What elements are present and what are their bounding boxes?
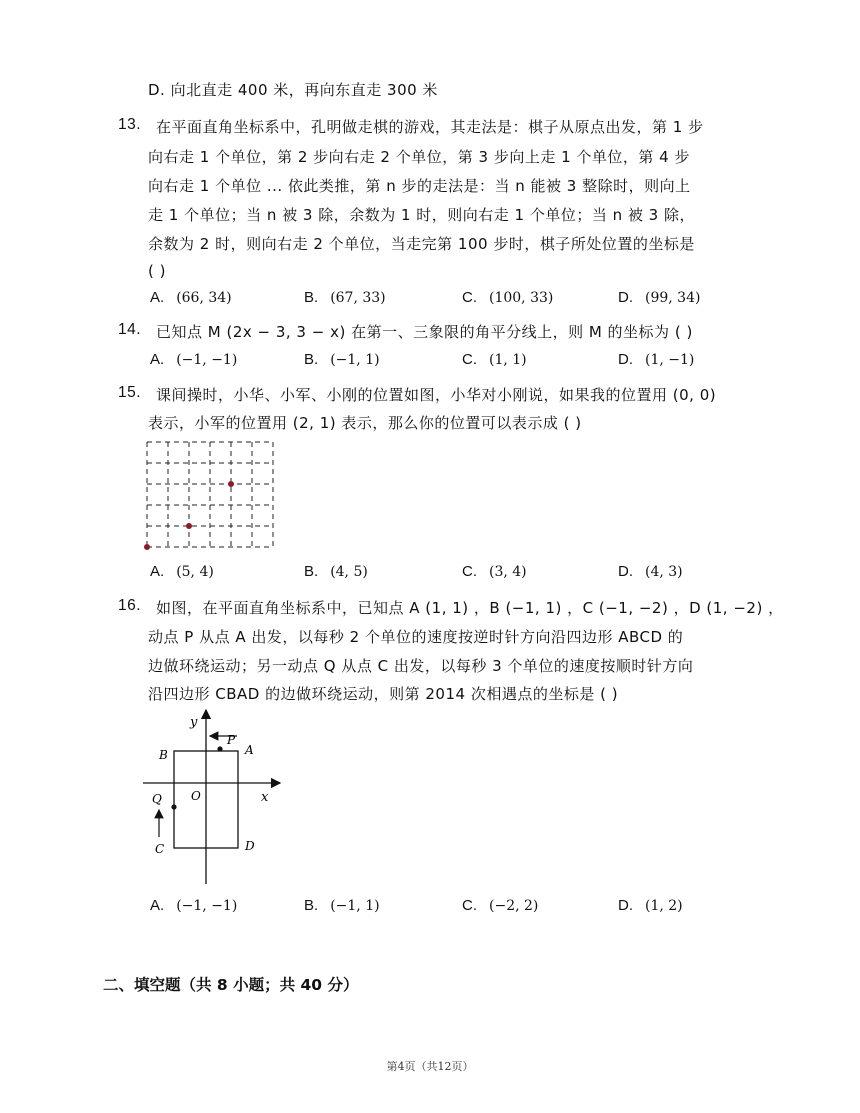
c-label: C xyxy=(155,842,165,856)
q13-line-6: ( ) xyxy=(148,262,166,280)
q14-number: 14. xyxy=(118,321,142,338)
q13-option-b: B. (67, 33) xyxy=(304,289,386,306)
q13-option-d: D. (99, 34) xyxy=(618,289,701,306)
q14-line-1: 已知点 M (2x − 3, 3 − x) 在第一、三象限的角平分线上，则 M 的坐标为 ( ) xyxy=(156,323,693,341)
q15-option-b: B. (4, 5) xyxy=(304,563,368,580)
q14-option-d: D. (1, −1) xyxy=(618,351,695,368)
p-label: P xyxy=(227,733,236,747)
q14-option-a: A. (−1, −1) xyxy=(150,351,238,368)
q16-option-c: C. (−2, 2) xyxy=(462,897,539,914)
q15-line-1: 课间操时，小华、小军、小刚的位置如图，小华对小刚说，如果我的位置用 (0, 0) xyxy=(156,386,717,404)
q16-line-2: 动点 P 从点 A 出发，以每秒 2 个单位的速度按逆时针方向沿四边形 ABCD 的 xyxy=(148,628,684,646)
q13-line-5: 余数为 2 时，则向右走 2 个单位，当走完第 100 步时，棋子所处位置的坐标是 xyxy=(148,235,695,253)
origin-label: O xyxy=(191,789,201,803)
section-title: 二、填空题（共 8 小题；共 40 分） xyxy=(103,976,359,994)
q13-number: 13. xyxy=(118,116,142,133)
q15-option-d: D. (4, 3) xyxy=(618,563,683,580)
q16-line-4: 沿四边形 CBAD 的边做环绕运动，则第 2014 次相遇点的坐标是 ( ) xyxy=(148,685,619,703)
q15-number: 15. xyxy=(118,384,142,401)
xiaogang-dot xyxy=(228,481,234,487)
q-label: Q xyxy=(152,792,162,806)
q13-option-a: A. (66, 34) xyxy=(150,289,232,306)
q13-line-1: 在平面直角坐标系中，孔明做走棋的游戏，其走法是：棋子从原点出发，第 1 步 xyxy=(156,118,704,136)
d-label: D xyxy=(245,839,255,853)
q15-option-c: C. (3, 4) xyxy=(462,563,527,580)
q16-line-1: 如图，在平面直角坐标系中，已知点 A (1, 1) ，B (−1, 1) ，C (−1, −2) ，D (1, −2) ， xyxy=(156,599,784,617)
q16-line-3: 边做环绕运动；另一动点 Q 从点 C 出发，以每秒 3 个单位的速度按顺时针方向 xyxy=(148,657,694,675)
q13-line-2: 向右走 1 个单位，第 2 步向右走 2 个单位，第 3 步向上走 1 个单位，第 4 步 xyxy=(148,148,690,166)
position-grid-figure xyxy=(140,436,280,554)
x-label: x xyxy=(261,790,269,805)
q14-option-c: C. (1, 1) xyxy=(462,351,527,368)
q14-option-b: B. (−1, 1) xyxy=(304,351,380,368)
y-label: y xyxy=(190,715,198,730)
q13-line-3: 向右走 1 个单位 ... 依此类推，第 n 步的走法是：当 n 能被 3 整除时，则向上 xyxy=(148,177,691,195)
xiaohua-dot xyxy=(144,544,150,550)
q16-number: 16. xyxy=(118,597,142,614)
rectangle-motion-figure xyxy=(140,700,290,890)
q12-option-d: D. 向北直走 400 米，再向东直走 300 米 xyxy=(148,81,438,99)
point-q-dot xyxy=(171,804,176,809)
a-label: A xyxy=(245,743,254,757)
q16-option-a: A. (−1, −1) xyxy=(150,897,238,914)
point-p-dot xyxy=(217,746,222,751)
q15-option-a: A. (5, 4) xyxy=(150,563,214,580)
q13-option-c: C. (100, 33) xyxy=(462,289,554,306)
page-footer: 第4页（共12页） xyxy=(386,1060,474,1073)
q13-line-4: 走 1 个单位；当 n 被 3 除，余数为 1 时，则向右走 1 个单位；当 n 被 3 除， xyxy=(148,206,695,224)
xiaojun-dot xyxy=(186,523,192,529)
q15-line-2: 表示，小军的位置用 (2, 1) 表示，那么你的位置可以表示成 ( ) xyxy=(148,414,582,432)
q16-option-b: B. (−1, 1) xyxy=(304,897,380,914)
q16-option-d: D. (1, 2) xyxy=(618,897,683,914)
b-label: B xyxy=(159,748,168,762)
